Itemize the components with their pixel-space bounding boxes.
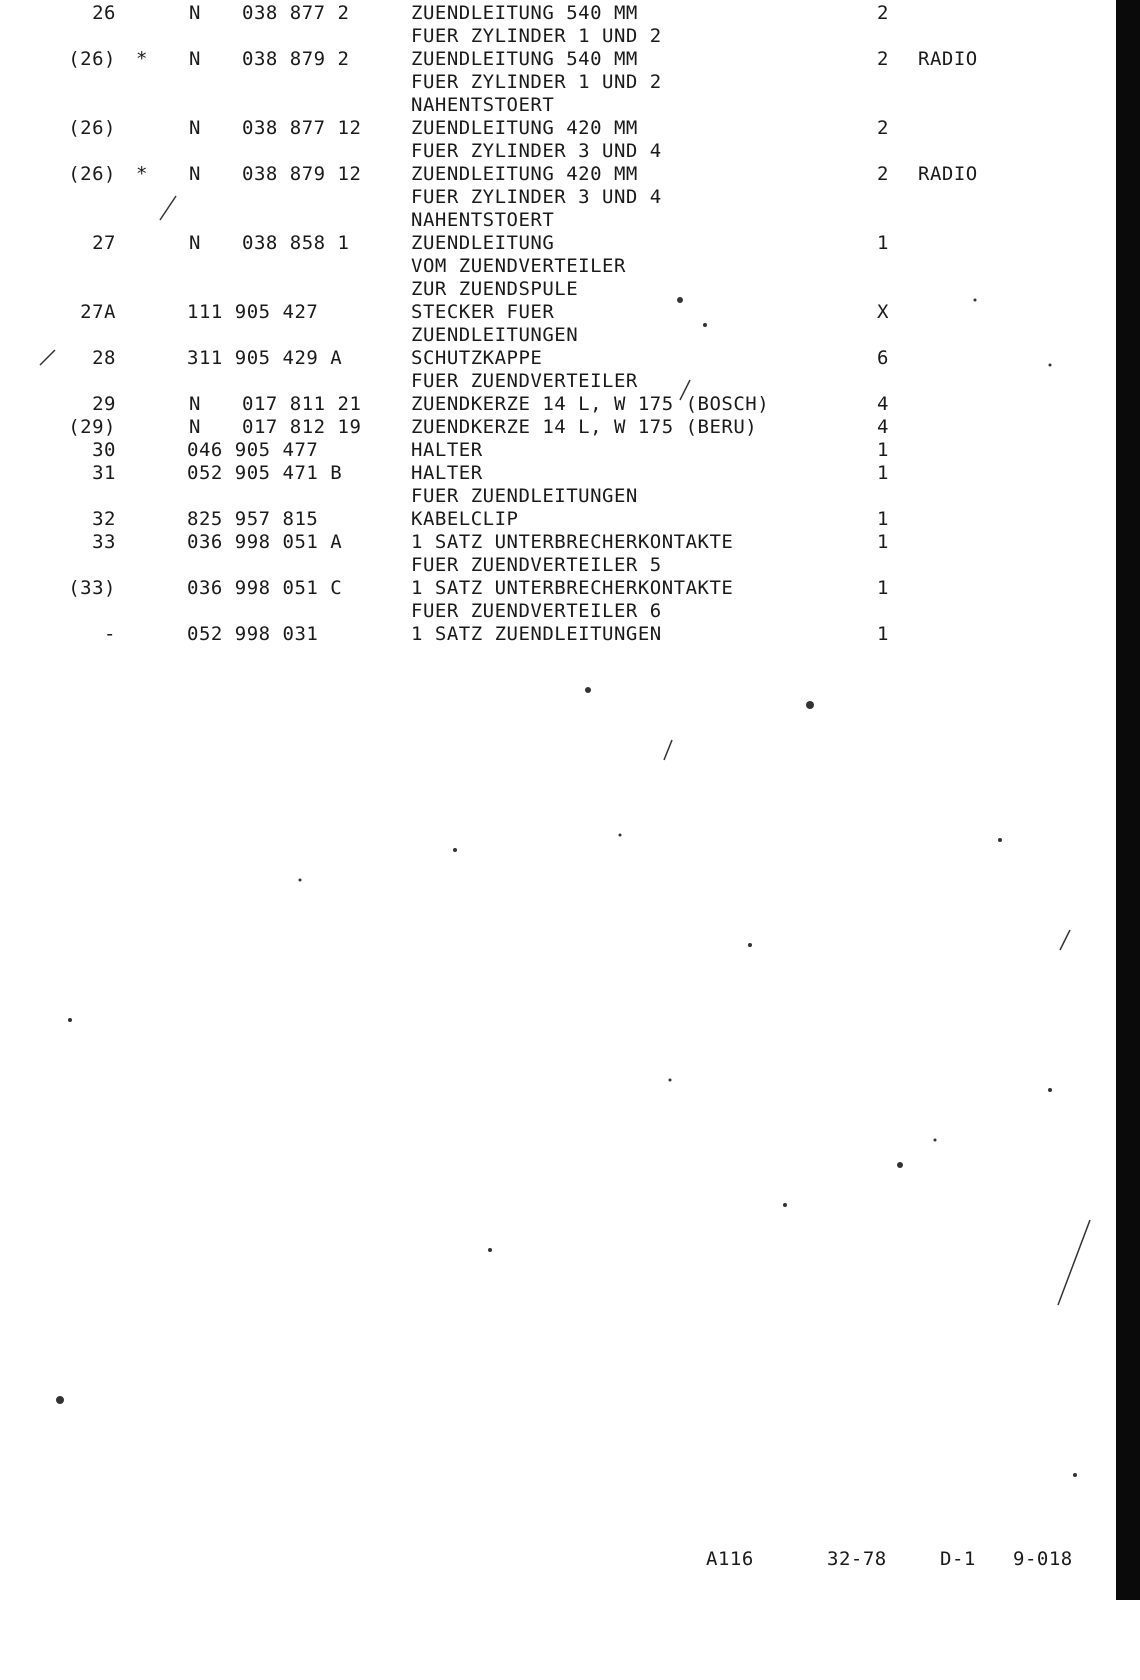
- quantity: X: [877, 301, 889, 323]
- part-description: FUER ZYLINDER 3 UND 4: [411, 140, 662, 162]
- quantity: 6: [877, 347, 889, 369]
- part-description: 1 SATZ UNTERBRECHERKONTAKTE: [411, 531, 734, 553]
- position-number: 29: [92, 393, 116, 415]
- part-description: ZUR ZUENDSPULE: [411, 278, 579, 300]
- part-number: 111 905 427: [187, 301, 319, 323]
- footer-page-number: 9-018: [1013, 1548, 1073, 1570]
- part-number: 052 905 471 B: [187, 462, 343, 484]
- position-number: 33: [92, 531, 116, 553]
- position-number: (26): [68, 48, 116, 70]
- footer-code: A116: [706, 1548, 754, 1570]
- quantity: 1: [877, 508, 889, 530]
- quantity: 1: [877, 623, 889, 645]
- part-number: 046 905 477: [187, 439, 319, 461]
- part-description: FUER ZUENDLEITUNGEN: [411, 485, 638, 507]
- part-number: 017 812 19: [242, 416, 362, 438]
- part-description: KABELCLIP: [411, 508, 519, 530]
- remark: RADIO: [918, 163, 978, 185]
- part-description: NAHENTSTOERT: [411, 209, 555, 231]
- remark: RADIO: [918, 48, 978, 70]
- position-number: (26): [68, 163, 116, 185]
- part-description: FUER ZYLINDER 1 UND 2: [411, 25, 662, 47]
- part-number: 036 998 051 A: [187, 531, 343, 553]
- position-number: 31: [92, 462, 116, 484]
- part-description: ZUENDLEITUNG 540 MM: [411, 2, 638, 24]
- position-number: 32: [92, 508, 116, 530]
- footer-date: 32-78: [827, 1548, 887, 1570]
- part-number: 038 858 1: [242, 232, 350, 254]
- new-part-flag: N: [189, 393, 201, 415]
- position-number: 27: [92, 232, 116, 254]
- position-number: (29): [68, 416, 116, 438]
- part-number: 825 957 815: [187, 508, 319, 530]
- part-description: 1 SATZ ZUENDLEITUNGEN: [411, 623, 662, 645]
- part-description: FUER ZYLINDER 1 UND 2: [411, 71, 662, 93]
- part-description: STECKER FUER: [411, 301, 555, 323]
- part-description: ZUENDLEITUNGEN: [411, 324, 579, 346]
- part-description: HALTER: [411, 462, 483, 484]
- part-description: ZUENDLEITUNG 420 MM: [411, 117, 638, 139]
- part-number: 052 998 031: [187, 623, 319, 645]
- position-number: 26: [92, 2, 116, 24]
- part-number: 038 879 2: [242, 48, 350, 70]
- part-description: ZUENDKERZE 14 L, W 175 (BOSCH): [411, 393, 770, 415]
- quantity: 1: [877, 462, 889, 484]
- part-description: SCHUTZKAPPE: [411, 347, 543, 369]
- part-description: 1 SATZ UNTERBRECHERKONTAKTE: [411, 577, 734, 599]
- part-description: HALTER: [411, 439, 483, 461]
- quantity: 1: [877, 439, 889, 461]
- part-description: FUER ZYLINDER 3 UND 4: [411, 186, 662, 208]
- quantity: 4: [877, 416, 889, 438]
- page-footer: [0, 1548, 1110, 1574]
- position-number: 27A: [80, 301, 116, 323]
- position-number: 28: [92, 347, 116, 369]
- quantity: 2: [877, 163, 889, 185]
- position-number: (26): [68, 117, 116, 139]
- position-number: 30: [92, 439, 116, 461]
- footer-section: D-1: [940, 1548, 976, 1570]
- part-description: VOM ZUENDVERTEILER: [411, 255, 626, 277]
- new-part-flag: N: [189, 2, 201, 24]
- position-number: -: [104, 623, 116, 645]
- new-part-flag: N: [189, 48, 201, 70]
- quantity: 4: [877, 393, 889, 415]
- part-number: 038 877 12: [242, 117, 362, 139]
- radio-marker: *: [136, 163, 148, 185]
- quantity: 1: [877, 577, 889, 599]
- quantity: 2: [877, 117, 889, 139]
- quantity: 2: [877, 2, 889, 24]
- part-number: 311 905 429 A: [187, 347, 343, 369]
- part-description: ZUENDLEITUNG 540 MM: [411, 48, 638, 70]
- new-part-flag: N: [189, 232, 201, 254]
- part-description: ZUENDLEITUNG 420 MM: [411, 163, 638, 185]
- quantity: 1: [877, 232, 889, 254]
- part-description: ZUENDLEITUNG: [411, 232, 555, 254]
- new-part-flag: N: [189, 163, 201, 185]
- position-number: (33): [68, 577, 116, 599]
- part-description: FUER ZUENDVERTEILER: [411, 370, 638, 392]
- part-number: 038 877 2: [242, 2, 350, 24]
- radio-marker: *: [136, 48, 148, 70]
- part-number: 038 879 12: [242, 163, 362, 185]
- part-description: FUER ZUENDVERTEILER 5: [411, 554, 662, 576]
- part-number: 036 998 051 C: [187, 577, 343, 599]
- part-number: 017 811 21: [242, 393, 362, 415]
- new-part-flag: N: [189, 117, 201, 139]
- part-description: NAHENTSTOERT: [411, 94, 555, 116]
- quantity: 1: [877, 531, 889, 553]
- quantity: 2: [877, 48, 889, 70]
- new-part-flag: N: [189, 416, 201, 438]
- part-description: FUER ZUENDVERTEILER 6: [411, 600, 662, 622]
- part-description: ZUENDKERZE 14 L, W 175 (BERU): [411, 416, 758, 438]
- scan-edge-bar: [1116, 0, 1140, 1600]
